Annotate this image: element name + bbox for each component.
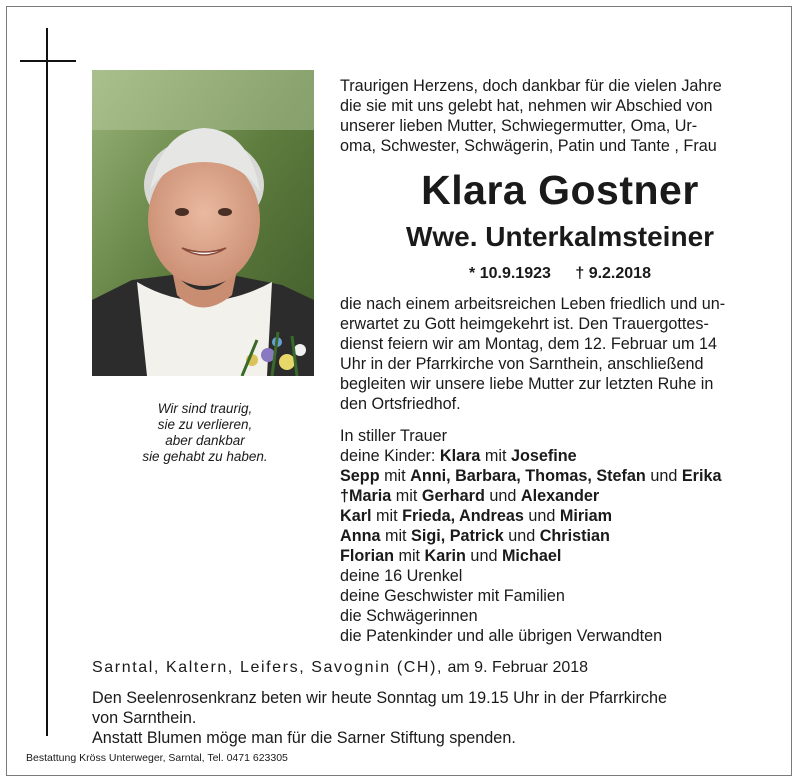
- children-prefix: deine Kinder:: [340, 447, 440, 465]
- mourner-name: Sigi, Patrick: [411, 527, 504, 545]
- poem: [120, 401, 290, 465]
- funeral-home-footer: Bestattung Kröss Unterweger, Sarntal, Tel. 0471 623305: [26, 752, 288, 764]
- mourner-name: Karin: [424, 547, 466, 565]
- body-line: dienst feiern wir am Montag, dem 12. Februar um 14: [340, 335, 717, 353]
- connector: mit: [480, 447, 511, 465]
- poem-line: sie zu verlieren,: [157, 417, 253, 432]
- mourners-row: [340, 546, 780, 566]
- cross-icon: [46, 28, 48, 736]
- mourner-name: Gerhard: [421, 487, 485, 505]
- body-line: den Ortsfriedhof.: [340, 395, 461, 413]
- mourner-name: Klara: [439, 447, 481, 465]
- body-line: Uhr in der Pfarrkirche von Sarnthein, anschließend: [340, 355, 704, 373]
- portrait-photo: [92, 70, 314, 376]
- deceased-name: Klara Gostner: [421, 167, 699, 213]
- rosary-notice: [92, 688, 772, 748]
- mourner-name: Josefine: [510, 447, 577, 465]
- intro-line: die sie mit uns gelebt hat, nehmen wir Abschied von: [340, 97, 713, 115]
- connector: und: [523, 507, 560, 525]
- mourners-other: deine Geschwister mit Familien: [340, 587, 565, 605]
- mourners-row: [340, 446, 780, 466]
- connector: mit: [371, 507, 403, 525]
- poem-line: sie gehabt zu haben.: [142, 449, 268, 464]
- mourner-name: Karl: [340, 507, 372, 525]
- connector: mit: [380, 527, 412, 545]
- connector: und: [484, 487, 521, 505]
- rosary-line: Den Seelenrosenkranz beten wir heute Sonntag um 19.15 Uhr in der Pfarrkirche: [92, 689, 667, 707]
- mourner-name: Anna: [340, 527, 381, 545]
- mourner-name: Erika: [681, 467, 722, 485]
- body-line: begleiten wir unsere liebe Mutter zur letzten Ruhe in: [340, 375, 714, 393]
- poem-line: Wir sind traurig,: [157, 401, 253, 416]
- notice-date: am 9. Februar 2018: [443, 659, 589, 676]
- place-date-line: [92, 658, 588, 678]
- mourner-name: Christian: [539, 527, 610, 545]
- mourner-name: Miriam: [559, 507, 613, 525]
- connector: und: [645, 467, 682, 485]
- funeral-text: [340, 294, 780, 414]
- birth-date: * 10.9.1923: [469, 265, 551, 282]
- deceased-subname: Wwe. Unterkalmsteiner: [405, 221, 715, 252]
- intro-text: [340, 76, 780, 156]
- mourner-name: †Maria: [340, 487, 392, 505]
- mourners-row: [340, 506, 780, 526]
- life-dates: [340, 264, 780, 284]
- mourners-other: die Patenkinder und alle übrigen Verwandten: [340, 627, 663, 645]
- mourner-name: Frieda, Andreas: [402, 507, 524, 525]
- connector: mit: [391, 487, 422, 505]
- places: Sarntal, Kaltern, Leifers, Savognin (CH),: [92, 659, 444, 676]
- mourners-row: [340, 466, 780, 486]
- intro-line: oma, Schwester, Schwägerin, Patin und Tante , Frau: [340, 137, 717, 155]
- rosary-line: Anstatt Blumen möge man für die Sarner Stiftung spenden.: [92, 729, 516, 747]
- mourners-other: deine 16 Urenkel: [340, 567, 463, 585]
- mourning-heading: In stiller Trauer: [340, 427, 448, 445]
- body-line: die nach einem arbeitsreichen Leben friedlich und un-: [340, 295, 726, 313]
- cross-icon-bar: [20, 60, 76, 62]
- connector: mit: [393, 547, 425, 565]
- connector: und: [503, 527, 540, 545]
- death-date: † 9.2.2018: [575, 265, 651, 282]
- intro-line: unserer lieben Mutter, Schwiegermutter, Oma, Ur-: [340, 117, 698, 135]
- body-line: erwartet zu Gott heimgekehrt ist. Den Trauergottes-: [340, 315, 709, 333]
- connector: mit: [379, 467, 411, 485]
- mourners-other: die Schwägerinnen: [340, 607, 478, 625]
- mourner-name: Florian: [340, 547, 394, 565]
- mourners-list: [340, 426, 780, 646]
- connector: und: [465, 547, 502, 565]
- mourners-row: [340, 526, 780, 546]
- mourners-row: [340, 486, 780, 506]
- poem-line: aber dankbar: [165, 433, 245, 448]
- mourner-name: Sepp: [340, 467, 380, 485]
- mourner-name: Michael: [501, 547, 562, 565]
- intro-line: Traurigen Herzens, doch dankbar für die vielen Jahre: [340, 77, 722, 95]
- rosary-line: von Sarnthein.: [92, 709, 197, 727]
- mourner-name: Anni, Barbara, Thomas, Stefan: [410, 467, 646, 485]
- mourner-name: Alexander: [520, 487, 600, 505]
